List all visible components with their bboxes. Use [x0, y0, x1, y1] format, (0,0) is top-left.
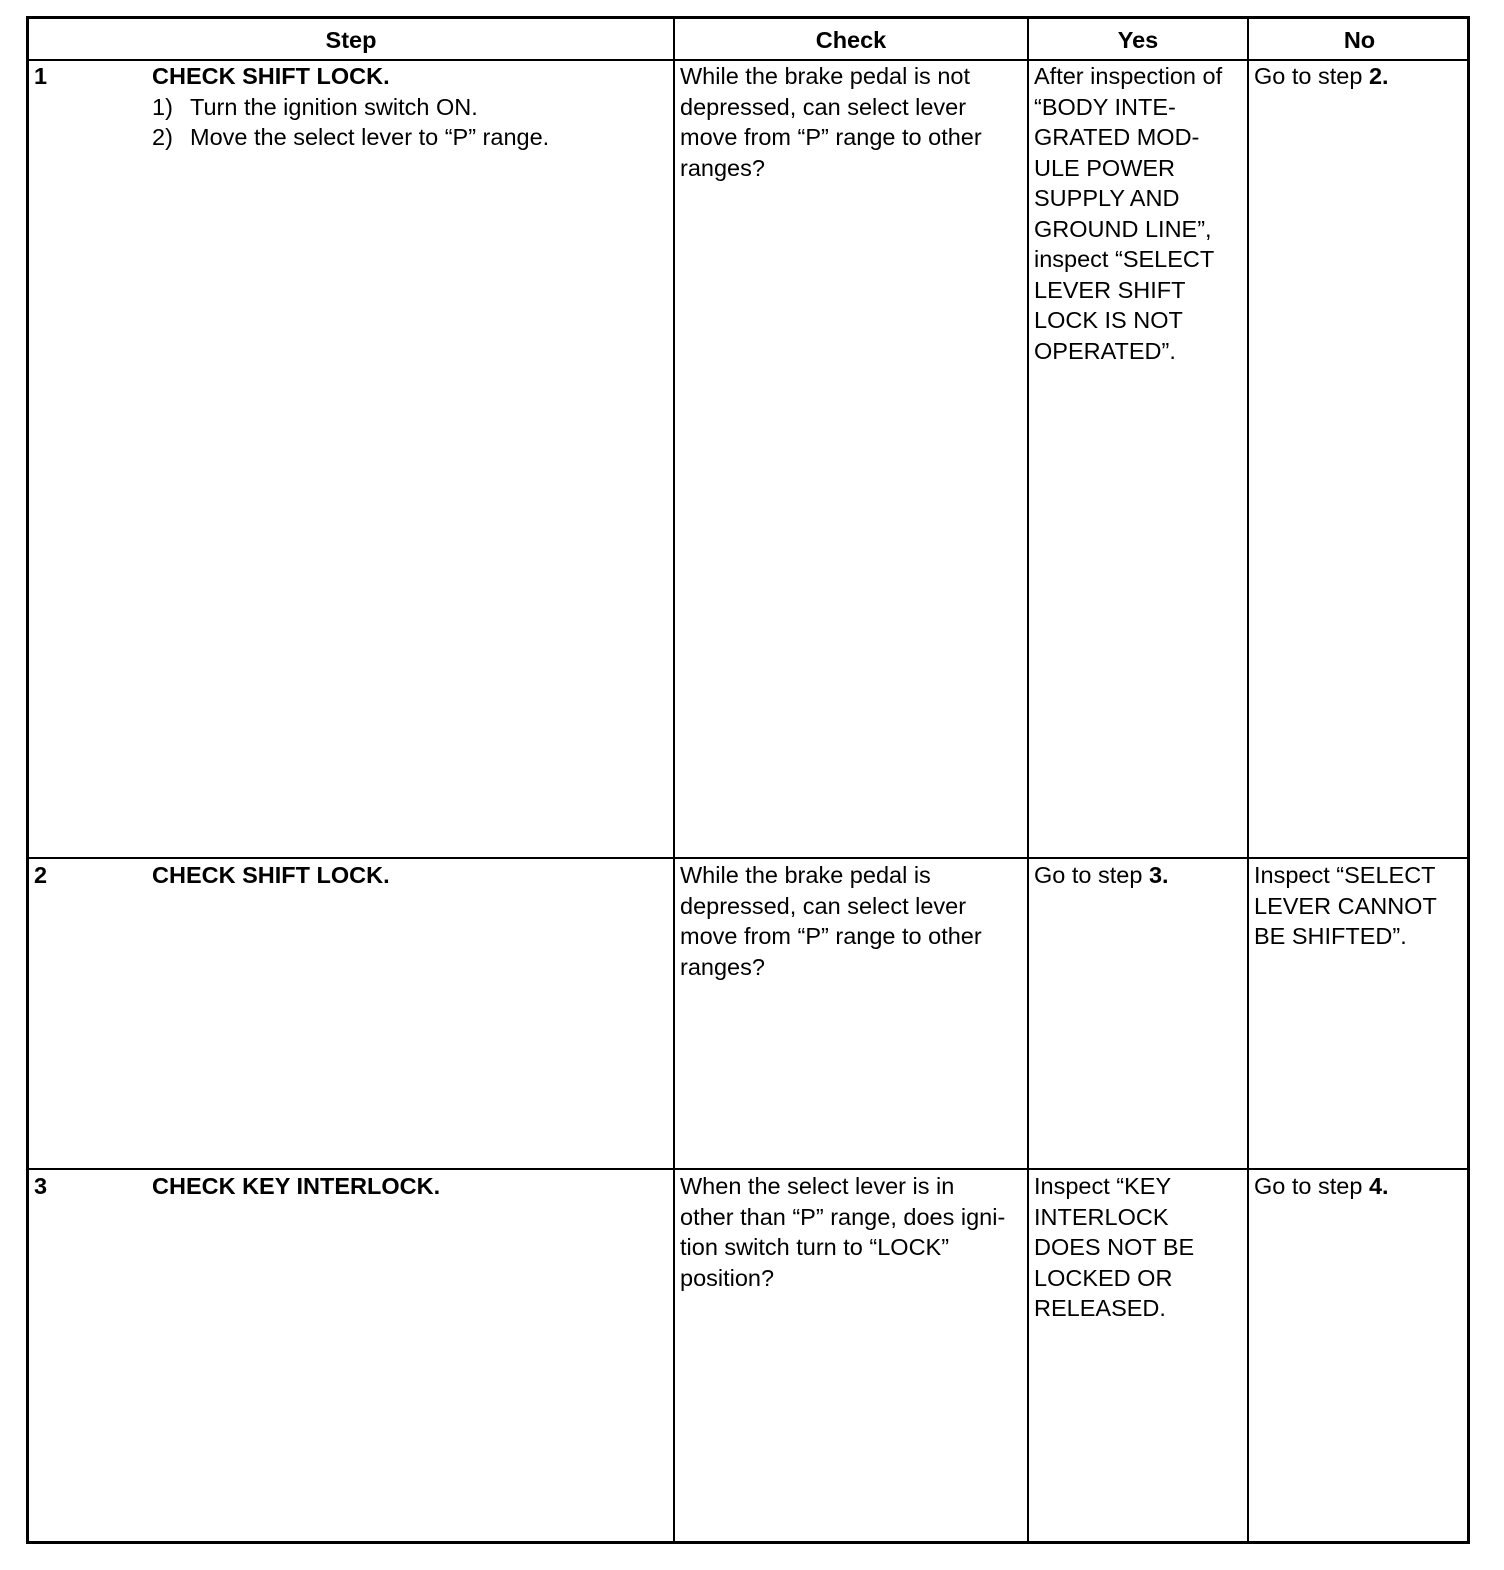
no-text: Go to step 2.: [1254, 63, 1389, 89]
header-check: Check: [815, 27, 887, 53]
header-step: Step: [325, 27, 377, 53]
step-cell: [152, 61, 549, 153]
check-text: When the select lever is in other than “P” range, does igni- tion switch turn to “LOCK” position?: [680, 1173, 1006, 1291]
step-title: CHECK SHIFT LOCK.: [152, 862, 390, 888]
yes-text: Inspect “KEY INTERLOCK DOES NOT BE LOCKED OR RELEASED.: [1034, 1173, 1195, 1321]
yes-text: Go to step 3.: [1034, 862, 1169, 888]
row-divider: [29, 857, 1467, 859]
no-text: Inspect “SELECT LEVER CANNOT BE SHIFTED”.: [1254, 862, 1437, 949]
column-divider: [1027, 19, 1029, 1541]
no-text: Go to step 4.: [1254, 1173, 1389, 1199]
check-text: While the brake pedal is depressed, can select lever move from “P” range to other ranges?: [680, 862, 982, 980]
step-number: 2: [34, 862, 48, 888]
header-no: No: [1343, 27, 1376, 53]
check-text: While the brake pedal is not depressed, can select lever move from “P” range to other ranges?: [680, 63, 982, 181]
substep: 2) Move the select lever to “P” range.: [152, 124, 550, 150]
substep: 1) Turn the ignition switch ON.: [152, 93, 478, 120]
row-divider: [29, 1168, 1467, 1170]
yes-text: After inspection of “BODY INTE- GRATED MOD- ULE POWER SUPPLY AND GROUND LINE”, inspect “SELECT LEVER SHIFT LOCK IS NOT OPERATED”.: [1034, 63, 1223, 364]
header-yes: Yes: [1117, 27, 1159, 53]
diagnostic-table: [26, 16, 1470, 1544]
column-divider: [673, 19, 675, 1541]
step-title: CHECK SHIFT LOCK.: [152, 63, 390, 89]
step-title: CHECK KEY INTERLOCK.: [152, 1173, 441, 1199]
step-number: 1: [34, 63, 48, 89]
step-number: 3: [34, 1173, 48, 1199]
column-divider: [1247, 19, 1249, 1541]
